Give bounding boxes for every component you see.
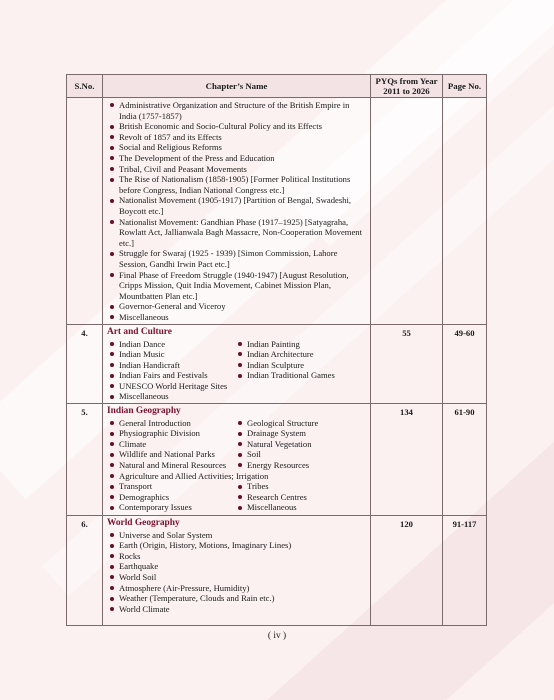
list-item: Social and Religious Reforms: [107, 142, 367, 153]
header-page: Page No.: [443, 75, 487, 98]
list-item: The Development of the Press and Education: [107, 153, 367, 164]
list-item: Physiographic Division: [107, 428, 231, 439]
list-item: Indian Traditional Games: [235, 370, 367, 381]
list-item: Research Centres: [235, 492, 367, 503]
row-page: 91-117: [443, 516, 487, 626]
list-item: Indian Architecture: [235, 349, 367, 360]
list-item: Indian Music: [107, 349, 231, 360]
list-item: Geological Structure: [235, 418, 367, 429]
table-row: [67, 98, 487, 325]
list-item: Indian Handicraft: [107, 360, 231, 371]
list-item: UNESCO World Heritage Sites: [107, 381, 367, 392]
table-row: [67, 404, 487, 516]
list-item: Rocks: [107, 551, 367, 562]
row-sno: [67, 98, 103, 325]
row-pyq: 134: [371, 404, 443, 516]
list-item: Indian Sculpture: [235, 360, 367, 371]
list-item: Indian Dance: [107, 339, 231, 350]
list-item: Tribes: [235, 481, 367, 492]
chapter-title: World Geography: [107, 518, 180, 529]
header-chapter: Chapter’s Name: [103, 75, 371, 98]
list-item: World Soil: [107, 572, 367, 583]
table-header-row: [67, 75, 487, 98]
topic-list: [107, 481, 367, 513]
header-sno: S.No.: [67, 75, 103, 98]
list-item: Administrative Organization and Structure of the British Empire in India (1757-1857): [107, 100, 367, 121]
list-item: World Climate: [107, 604, 367, 615]
list-item: Energy Resources: [235, 460, 367, 471]
table-row: [67, 325, 487, 404]
chapter-cell: [103, 325, 371, 404]
row-page: 61-90: [443, 404, 487, 516]
list-item: Indian Painting: [235, 339, 367, 350]
row-page: 49-60: [443, 325, 487, 404]
chapter-cell: [103, 98, 371, 325]
list-item: Earth (Origin, History, Motions, Imaginary Lines): [107, 540, 367, 551]
list-item: Nationalist Movement (1905-1917) [Partition of Bengal, Swadeshi, Boycott etc.]: [107, 195, 367, 216]
topic-list: [107, 418, 367, 471]
list-item: Climate: [107, 439, 231, 450]
table-row: [67, 516, 487, 626]
list-item: Miscellaneous: [235, 502, 367, 513]
list-item: Atmosphere (Air-Pressure, Humidity): [107, 583, 367, 594]
list-item: Contemporary Issues: [107, 502, 231, 513]
list-item: Universe and Solar System: [107, 530, 367, 541]
row-sno: 5.: [67, 404, 103, 516]
row-pyq: 55: [371, 325, 443, 404]
list-item: Miscellaneous: [107, 391, 367, 402]
list-item: Natural and Mineral Resources: [107, 460, 231, 471]
list-item: British Economic and Socio-Cultural Policy and its Effects: [107, 121, 367, 132]
list-item: Final Phase of Freedom Struggle (1940-1947) [August Resolution, Cripps Mission, Quit India Movement, Cabinet Mission Plan, Mountbatten Plan etc.]: [107, 270, 367, 302]
chapter-cell: [103, 404, 371, 516]
list-item: Revolt of 1857 and its Effects: [107, 132, 367, 143]
topic-list: [107, 530, 367, 615]
list-item: Earthquake: [107, 561, 367, 572]
list-item: Tribal, Civil and Peasant Movements: [107, 164, 367, 175]
row-pyq: 120: [371, 516, 443, 626]
page-number: ( iv ): [267, 631, 287, 641]
list-item: Agriculture and Allied Activities; Irrigation: [107, 471, 367, 482]
list-item: Weather (Temperature, Clouds and Rain etc.): [107, 593, 367, 604]
chapter-title: Indian Geography: [107, 406, 181, 417]
row-sno: 4.: [67, 325, 103, 404]
header-pyq-line1: PYQs from Year: [375, 76, 438, 86]
list-item: Soil: [235, 449, 367, 460]
list-item: Natural Vegetation: [235, 439, 367, 450]
list-item: Drainage System: [235, 428, 367, 439]
topic-list: [107, 381, 367, 402]
list-item: Transport: [107, 481, 231, 492]
topic-list: [107, 339, 367, 381]
list-item: Nationalist Movement: Gandhian Phase (1917–1925) [Satyagraha, Rowlatt Act, Jallianwala Bagh Massacre, Non-Cooperation Movement etc.]: [107, 217, 367, 249]
row-pyq: [371, 98, 443, 325]
list-item: Wildlife and National Parks: [107, 449, 231, 460]
list-item: The Rise of Nationalism (1858-1905) [Former Political Institutions before Congress, Indian National Congress etc.]: [107, 174, 367, 195]
chapter-title: Art and Culture: [107, 327, 172, 337]
row-sno: 6.: [67, 516, 103, 626]
chapter-cell: [103, 516, 371, 626]
topic-list: [107, 100, 367, 322]
list-item: Struggle for Swaraj (1925 - 1939) [Simon Commission, Lahore Session, Gandhi Irwin Pact etc.]: [107, 248, 367, 269]
topic-list: [107, 471, 367, 482]
list-item: General Introduction: [107, 418, 231, 429]
row-page: [443, 98, 487, 325]
header-pyq-line2: 2011 to 2026: [383, 86, 430, 96]
header-pyq: [371, 75, 443, 98]
list-item: Governor-General and Viceroy: [107, 301, 367, 312]
syllabus-table: [66, 74, 487, 626]
list-item: Demographics: [107, 492, 231, 503]
list-item: Miscellaneous: [107, 312, 367, 323]
list-item: Indian Fairs and Festivals: [107, 370, 231, 381]
